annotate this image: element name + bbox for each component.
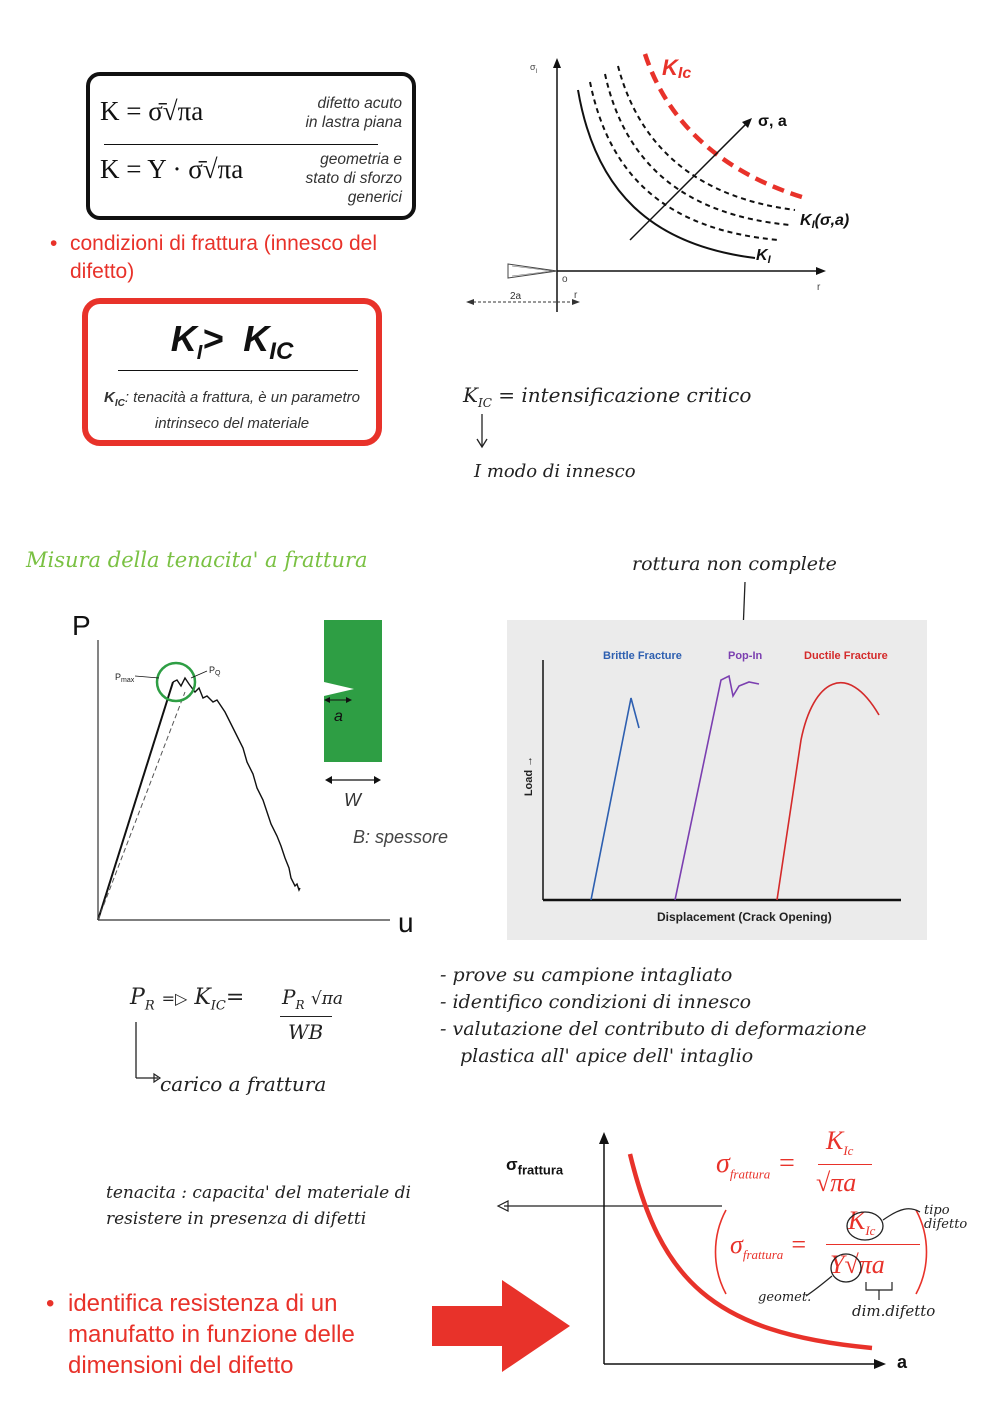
sigma-fracture-y-numerator: $K_{Ic}$: [848, 1206, 876, 1239]
test-procedure-notes: [440, 962, 867, 1070]
list-item: - valutazione del contributo di deformazione: [440, 1018, 867, 1040]
p-axis-label: P: [72, 610, 91, 641]
formula-sharp-crack: K = σ̄√πa: [100, 96, 204, 126]
ki-sigma-a-label: KI(σ,a): [800, 212, 850, 231]
mode-one-note: I modo di innesco: [474, 461, 636, 482]
big-right-arrow-icon: [432, 1280, 572, 1372]
tenacity-definition: tenacita : capacita' del materiale di resistere in presenza di difetti: [106, 1183, 411, 1229]
kic-handwritten-note: $K_{IC}$ = intensificazione critico: [463, 383, 752, 410]
section-title: Misura della tenacita' a frattura: [26, 548, 368, 572]
a-axis-label: a: [897, 1352, 908, 1372]
sigma-fracture-formula: $\sigma_{frattura}$ =: [716, 1148, 797, 1182]
load-axis-label: Load →: [523, 755, 535, 797]
bullet-identifies-resistance: • identifica resistenza di un manufatto in funzione delle dimensioni del difetto: [46, 1290, 355, 1379]
fracture-types-plot: [507, 620, 927, 940]
list-item: - identifico condizioni di innesco: [440, 991, 752, 1013]
geometry-note: geomet.: [758, 1290, 812, 1305]
kic-criterion-box: [82, 298, 382, 446]
crack-length-label: a: [334, 708, 343, 725]
incomplete-fracture-note: rottura non complete: [632, 553, 837, 575]
sigma-fracture-axis-label: $\sigma_{frattura}$: [506, 1155, 564, 1178]
fraction-numerator: $P_R$ √πa: [282, 985, 344, 1012]
formula-box: [86, 72, 416, 220]
defect-type-note: tipo difetto: [924, 1203, 968, 1232]
r-label: r: [574, 290, 578, 301]
formula-sharp-crack-note: difetto acuto in lastra piana: [305, 95, 402, 131]
u-axis-label: u: [398, 907, 414, 938]
fraction-denominator: WB: [288, 1020, 324, 1044]
sigma-fracture-numerator: $K_{Ic}$: [826, 1126, 854, 1159]
r-axis-label: r: [817, 282, 821, 293]
sigma-fracture-formula-y: $\sigma_{frattura}$ =: [730, 1230, 808, 1263]
sigma-fracture-denominator: √πa: [816, 1168, 857, 1197]
kic-criterion: $K_I> K_{IC}$: [170, 318, 294, 366]
kic-divider: [118, 370, 358, 371]
k-curves-diagram: [460, 50, 880, 320]
sigma-fracture-y-denominator: Y√πa: [830, 1250, 885, 1279]
fracture-load-note: carico a frattura: [160, 1072, 327, 1096]
list-item: plastica all' apice dell' intaglio: [460, 1045, 754, 1067]
brittle-label: Brittle Fracture: [603, 650, 682, 662]
down-arrow-icon: [472, 412, 492, 452]
pq-label: $P_Q$: [209, 665, 221, 677]
two-a-label: 2a: [510, 291, 522, 302]
formula-bar: [818, 1164, 872, 1165]
list-item: - prove su campione intagliato: [440, 964, 733, 986]
sigma-a-arrow-label: σ, a: [758, 113, 787, 130]
formula-general: K = Y · σ̄√πa: [100, 154, 244, 184]
sigma-axis-label: $\sigma_I$: [530, 62, 538, 75]
displacement-axis-label: Displacement (Crack Opening): [657, 910, 832, 924]
thickness-label: B: spessore: [353, 827, 449, 847]
formula-general-note: geometria e stato di sforzo generici: [305, 151, 402, 206]
kic-curve-label: KIc: [662, 55, 692, 82]
fraction-bar: [280, 1016, 332, 1017]
ductile-label: Ductile Fracture: [804, 650, 888, 662]
specimen-notch-annotations: [324, 620, 384, 810]
width-label: W: [344, 790, 361, 810]
bullet-fracture-conditions: • condizioni di frattura (innesco del difetto): [50, 232, 378, 283]
pr-formula: $P_R$ =▷ $K_{IC}=$: [130, 985, 245, 1014]
kic-definition: $K_{IC}$: tenacità a frattura, è un parametro intrinseco del materiale: [104, 389, 360, 432]
pmax-label: $P_{max}$: [115, 672, 135, 684]
defect-size-note: dim.difetto: [852, 1302, 936, 1320]
formula-separator: [104, 144, 378, 145]
origin-label: o: [562, 274, 568, 285]
ki-curve-label: KI: [756, 247, 771, 266]
popin-label: Pop-In: [728, 650, 763, 662]
